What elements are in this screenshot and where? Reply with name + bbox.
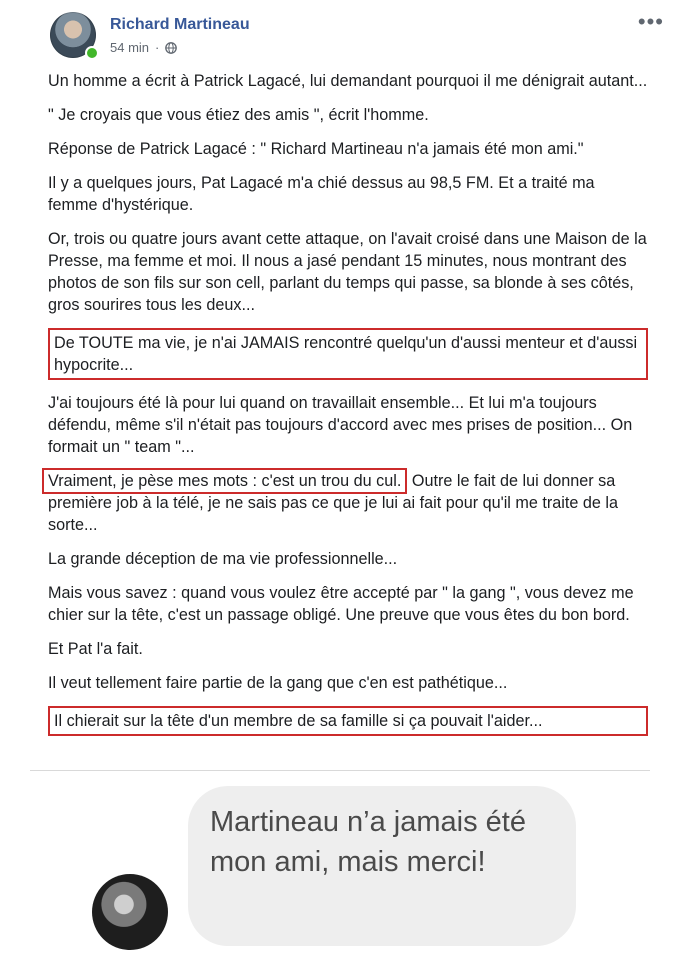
post-paragraph: Il veut tellement faire partie de la gang que c'en est pathétique... (48, 674, 508, 692)
post-paragraph: Et Pat l'a fait. (48, 640, 143, 658)
comment-text: Martineau n’a jamais été mon ami, mais merci! (210, 806, 526, 878)
post-meta (110, 40, 177, 55)
post-paragraph: Or, trois ou quatre jours avant cette attaque, on l'avait croisé dans une Maison de la Presse, ma femme et moi. Il nous a jasé pendant 15 minutes, nous montrant des photos de son fils sur son cell, parlant du temps qui passe, sa blonde à ses côtés, gros sourires tous les deux... (48, 230, 647, 314)
online-status-icon (85, 46, 99, 60)
section-divider (30, 770, 650, 771)
post-header (50, 8, 670, 64)
separator-dot: · (155, 40, 160, 55)
paragraph-rest: Outre le fait de lui donner sa première job à la télé, je ne sais pas ce que je lui ai fait pour qu'il me traite de la sorte... (48, 472, 618, 534)
post-paragraph: " Je croyais que vous étiez des amis ", écrit l'homme. (48, 106, 429, 124)
post-paragraph: Réponse de Patrick Lagacé : " Richard Martineau n'a jamais été mon ami." (48, 140, 584, 158)
author-name[interactable]: Richard Martineau (110, 16, 250, 33)
post-time[interactable]: 54 min (110, 40, 150, 55)
more-options-icon[interactable]: ••• (637, 9, 664, 34)
commenter-avatar[interactable] (92, 874, 168, 950)
post-body (48, 70, 648, 748)
globe-icon[interactable] (165, 42, 177, 54)
post-paragraph (48, 470, 648, 536)
post-paragraph: Mais vous savez : quand vous voulez être accepté par " la gang ", vous devez me chier sur la tête, c'est un passage obligé. Une preuve que vous êtes du bon bord. (48, 584, 634, 624)
highlighted-paragraph: Il chierait sur la tête d'un membre de sa famille si ça pouvait l'aider... (48, 706, 648, 736)
highlighted-phrase: Vraiment, je pèse mes mots : c'est un trou du cul. (42, 468, 407, 494)
highlighted-paragraph: De TOUTE ma vie, je n'ai JAMAIS rencontré quelqu'un d'aussi menteur et d'aussi hypocrite... (48, 328, 648, 380)
comment-bubble (188, 786, 576, 946)
post-paragraph: La grande déception de ma vie professionnelle... (48, 550, 398, 568)
post-paragraph: Un homme a écrit à Patrick Lagacé, lui demandant pourquoi il me dénigrait autant... (48, 72, 648, 90)
post-paragraph: J'ai toujours été là pour lui quand on travaillait ensemble... Et lui m'a toujours défendu, même s'il n'était pas toujours d'accord avec mes prises de position... On formait un " team "... (48, 394, 633, 456)
post-paragraph: Il y a quelques jours, Pat Lagacé m'a chié dessus au 98,5 FM. Et a traité ma femme d'hystérique. (48, 174, 595, 214)
